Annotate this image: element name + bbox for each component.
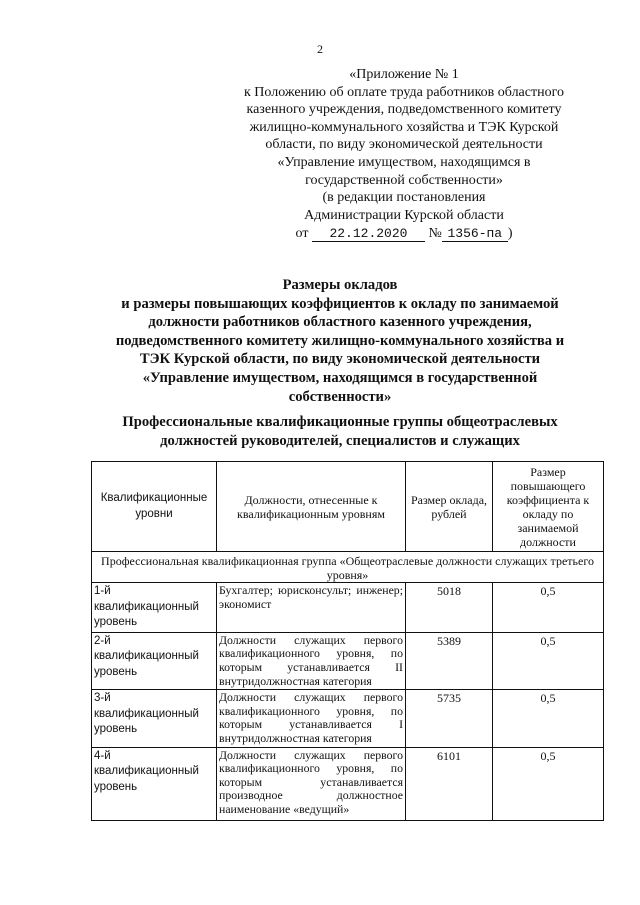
group-heading: Профессиональная квалификационная группа «Общеотраслевые должности служащих третьего уровня» (92, 552, 604, 583)
title-line: собственности» (288, 388, 392, 405)
table-row (92, 632, 604, 689)
section-title-line: Профессиональные квалификационные группы общеотраслевых (122, 414, 558, 430)
salary-table (91, 461, 604, 821)
appendix-line: к Положению об оплате труда работников областного (243, 84, 564, 100)
salary-cell: 5735 (406, 690, 493, 747)
positions-cell: Бухгалтер; юрисконсульт; инженер; экономист (217, 583, 406, 633)
level-cell: 3-й квалификационный уровень (92, 690, 217, 747)
appendix-line: казенного учреждения, подведомственного комитету (246, 102, 562, 118)
section-title-line: должностей руководителей, специалистов и служащих (160, 432, 520, 449)
salary-cell: 5018 (406, 583, 493, 633)
title-line: «Управление имуществом, находящимся в государственной (142, 369, 538, 386)
salary-cell: 5389 (406, 632, 493, 689)
header-positions: Должности, отнесенные к квалификационным уровням (217, 462, 406, 552)
appendix-line: Администрации Курской области (304, 207, 504, 223)
number-prefix: № (428, 226, 442, 242)
coefficient-cell: 0,5 (493, 583, 604, 633)
coefficient-cell: 0,5 (493, 747, 604, 820)
title-line: должности работников областного казенного учреждения, (148, 314, 532, 331)
appendix-block (222, 66, 586, 243)
positions-cell: Должности служащих первого квалификационного уровня, по которым устанавливается II внутридолжностная категория (217, 632, 406, 689)
decree-date: 22.12.2020 (312, 226, 425, 242)
group-heading-row (92, 552, 604, 583)
page-number: 2 (317, 42, 323, 56)
positions-cell: Должности служащих первого квалификационного уровня, по которым устанавливается производное должностное наименование «ведущий» (217, 747, 406, 820)
appendix-line: «Управление имуществом, находящимся в (277, 154, 531, 170)
appendix-line: жилищно-коммунального хозяйства и ТЭК Курской (249, 119, 559, 135)
coefficient-cell: 0,5 (493, 632, 604, 689)
date-prefix: от (295, 226, 309, 242)
title-line: подведомственного комитету жилищно-коммунального хозяйства и (115, 332, 565, 349)
appendix-line: «Приложение № 1 (349, 67, 459, 82)
title-line: и размеры повышающих коэффициентов к окладу по занимаемой (121, 295, 559, 312)
level-cell: 4-й квалификационный уровень (92, 747, 217, 820)
positions-cell: Должности служащих первого квалификационного уровня, по которым устанавливается I внутридолжностная категория (217, 690, 406, 747)
header-salary: Размер оклада, рублей (406, 462, 493, 552)
title-line: Размеры окладов (282, 277, 398, 293)
appendix-line: государственной собственности» (305, 172, 503, 188)
header-levels: Квалификационные уровни (92, 462, 217, 552)
title-line: ТЭК Курской области, по виду экономической деятельности (139, 351, 541, 368)
decree-number: 1356-па (442, 226, 508, 242)
table-row (92, 747, 604, 820)
table-row (92, 690, 604, 747)
section-title (80, 413, 600, 450)
level-cell: 1-й квалификационный уровень (92, 583, 217, 633)
header-coefficient: Размер повышающего коэффициента к окладу по занимаемой должности (493, 462, 604, 552)
document-title (80, 276, 600, 406)
appendix-line: (в редакции постановления (322, 190, 486, 206)
coefficient-cell: 0,5 (493, 690, 604, 747)
table-row (92, 583, 604, 633)
level-cell: 2-й квалификационный уровень (92, 632, 217, 689)
closing-paren: ) (507, 226, 513, 242)
table-header-row (92, 462, 604, 552)
salary-cell: 6101 (406, 747, 493, 820)
decree-date-row (222, 225, 586, 243)
appendix-line: области, по виду экономической деятельности (265, 137, 543, 153)
